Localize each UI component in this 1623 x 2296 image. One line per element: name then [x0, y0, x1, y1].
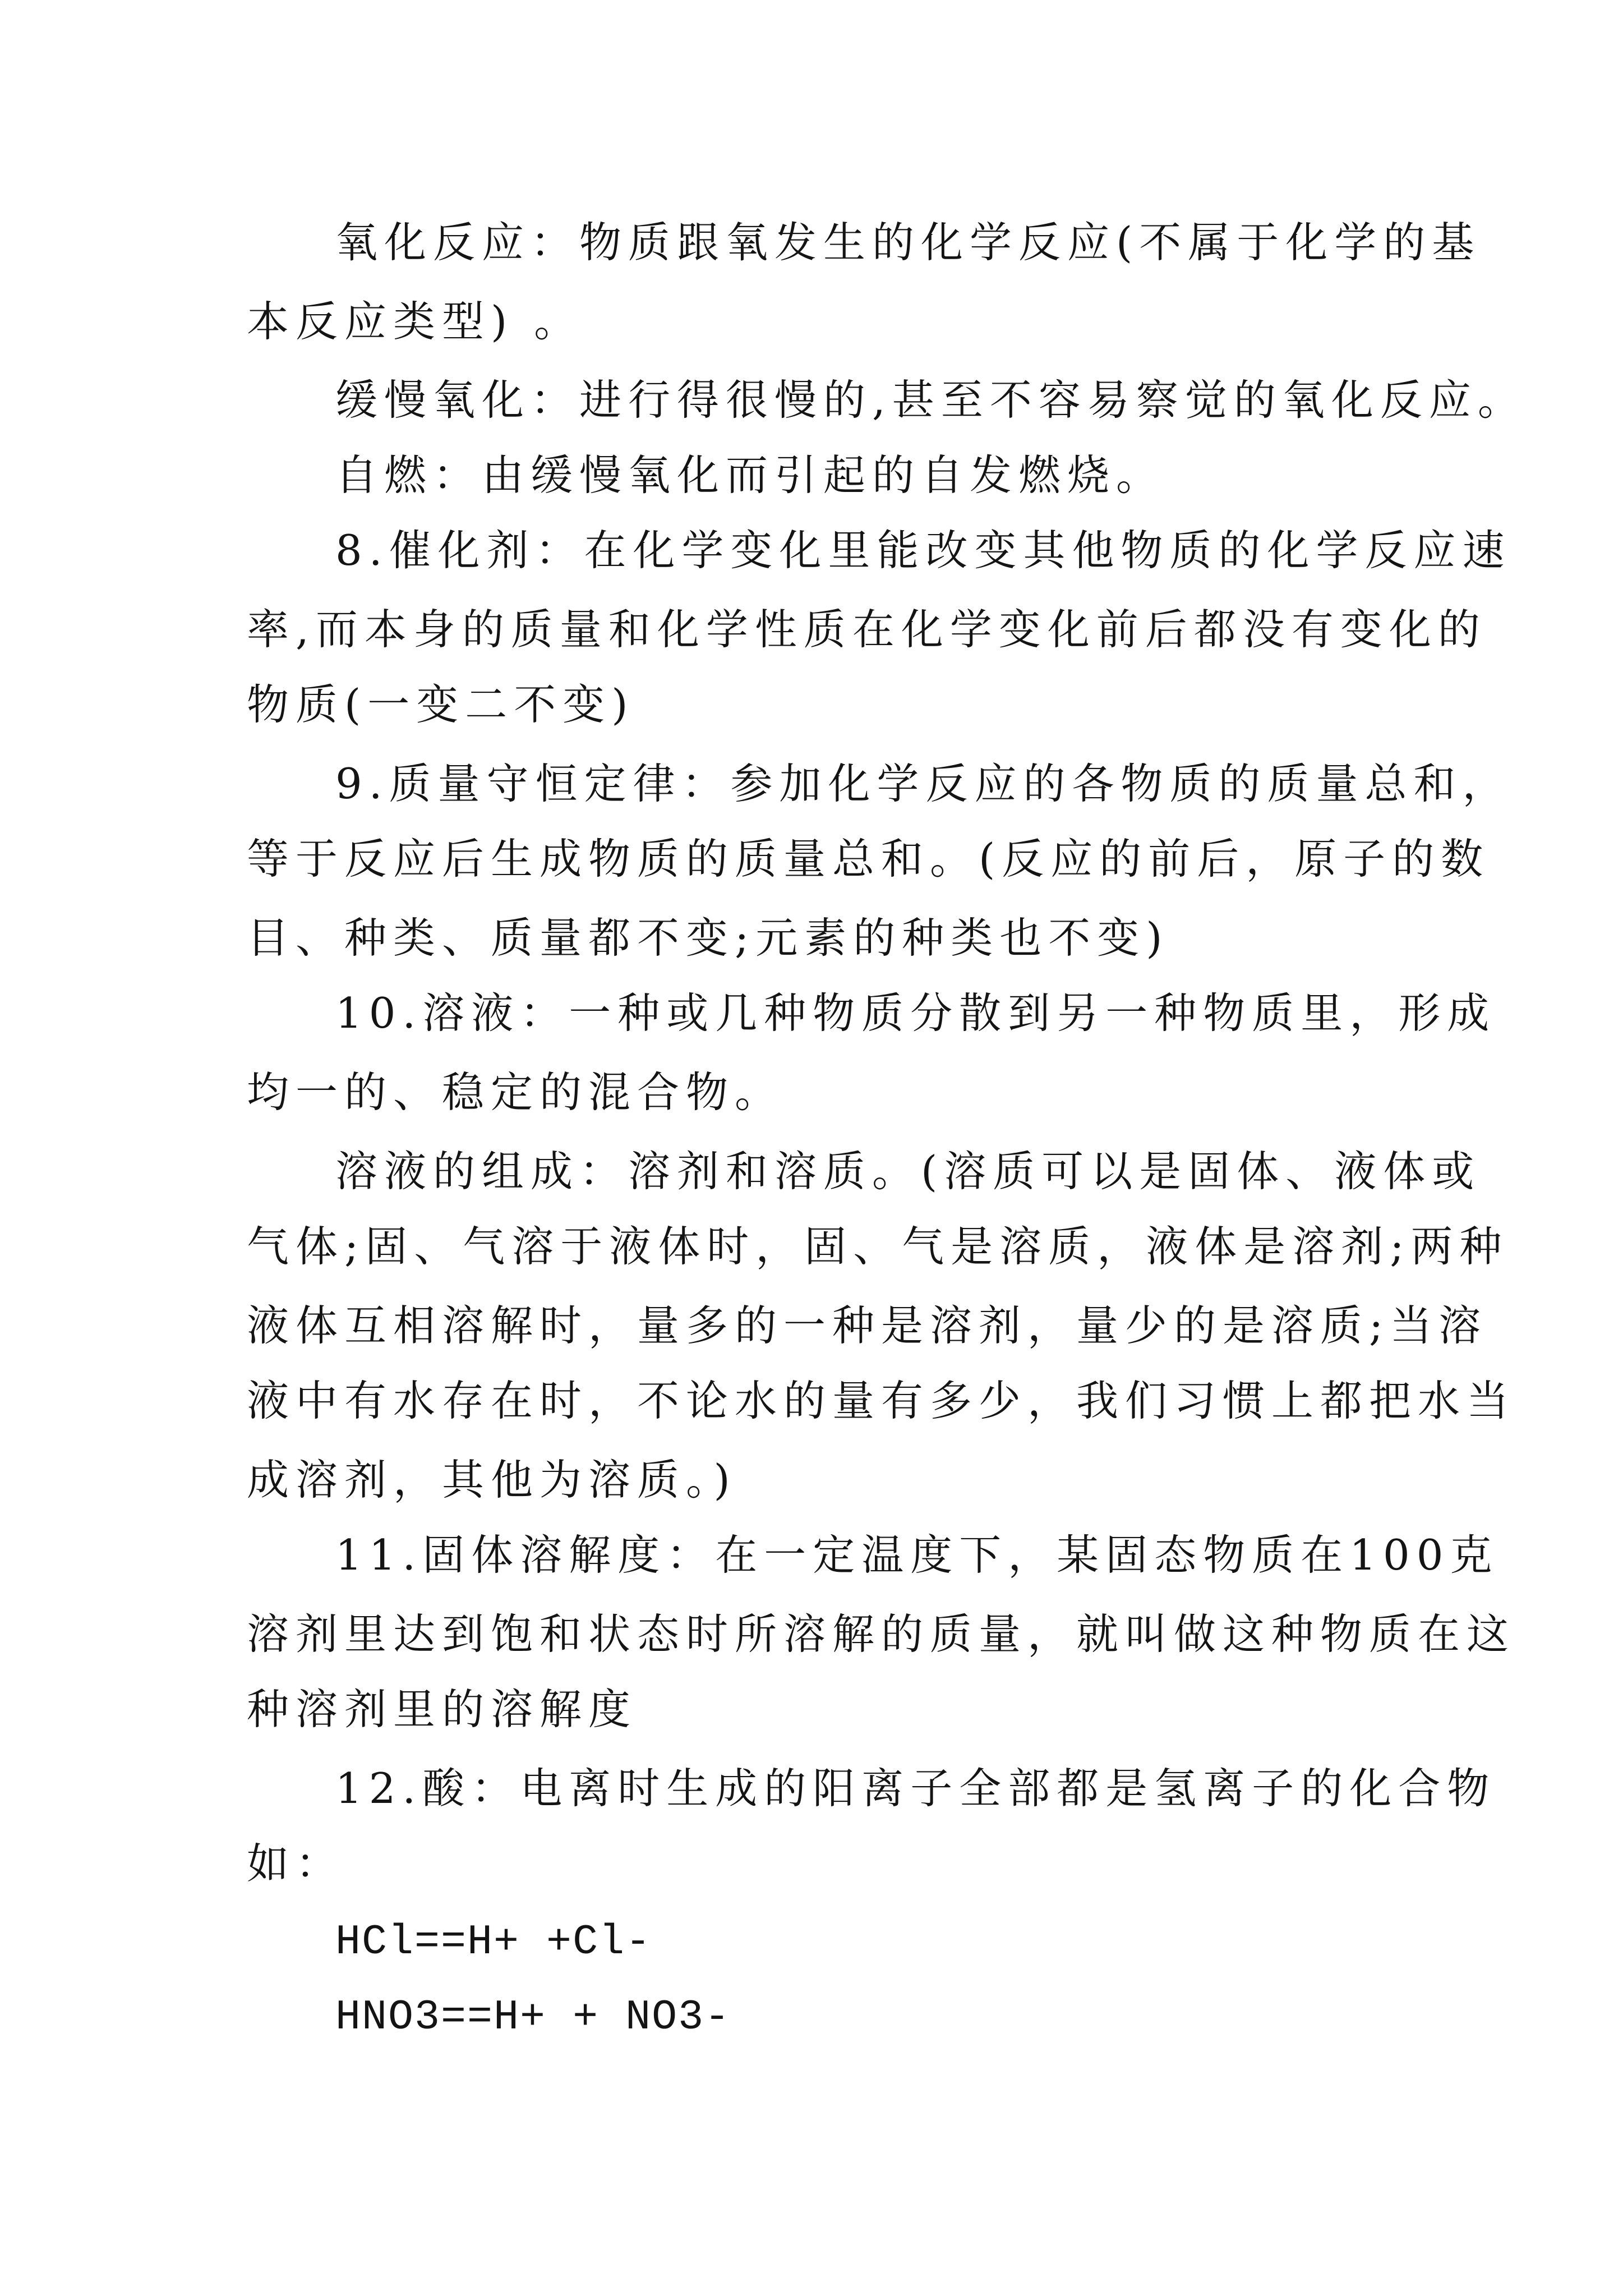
paragraph-line: 如：: [247, 1839, 345, 1888]
paragraph-line: 成溶剂，其他为溶质。): [247, 1455, 737, 1504]
paragraph-line: 物质(一变二不变): [247, 680, 635, 729]
formula-line: HNO3==H+ + NO3-: [335, 1994, 731, 2041]
paragraph-line: 液体互相溶解时，量多的一种是溶剂，量少的是溶质;当溶: [247, 1301, 1488, 1350]
paragraph-line: 溶剂里达到饱和状态时所溶解的质量，就叫做这种物质在这: [247, 1609, 1516, 1659]
paragraph-line: 目、种类、质量都不变;元素的种类也不变): [247, 913, 1169, 963]
paragraph-line: 种溶剂里的溶解度: [247, 1685, 638, 1734]
paragraph-line: 溶液的组成：溶剂和溶质。(溶质可以是固体、液体或: [335, 1147, 1481, 1196]
paragraph-line: 8.催化剂：在化学变化里能改变其他物质的化学反应速: [335, 526, 1511, 575]
paragraph-line: 12.酸：电离时生成的阳离子全部都是氢离子的化合物: [335, 1764, 1496, 1813]
paragraph-line: 自燃：由缓慢氧化而引起的自发燃烧。: [335, 450, 1165, 500]
paragraph-line: 等于反应后生成物质的质量总和。(反应的前后，原子的数: [247, 834, 1490, 884]
paragraph-line: 缓慢氧化：进行得很慢的,甚至不容易察觉的氧化反应。: [335, 375, 1527, 425]
paragraph-line: 9.质量守恒定律：参加化学反应的各物质的质量总和，: [335, 759, 1511, 808]
paragraph-line: 11.固体溶解度：在一定温度下，某固态物质在100克: [335, 1530, 1499, 1580]
formula-line: HCl==H+ +Cl-: [335, 1918, 652, 1966]
paragraph-line: 10.溶液：一种或几种物质分散到另一种物质里，形成: [335, 988, 1496, 1038]
paragraph-line: 氧化反应：物质跟氧发生的化学反应(不属于化学的基: [335, 218, 1481, 267]
paragraph-line: 均一的、稳定的混合物。: [247, 1068, 784, 1117]
paragraph-line: 本反应类型) 。: [247, 297, 583, 346]
paragraph-line: 液中有水存在时，不论水的量有多少，我们习惯上都把水当: [247, 1376, 1516, 1425]
paragraph-line: 气体;固、气溶于液体时，固、气是溶质，液体是溶剂;两种: [247, 1222, 1509, 1271]
paragraph-line: 率,而本身的质量和化学性质在化学变化前后都没有变化的: [247, 605, 1487, 654]
